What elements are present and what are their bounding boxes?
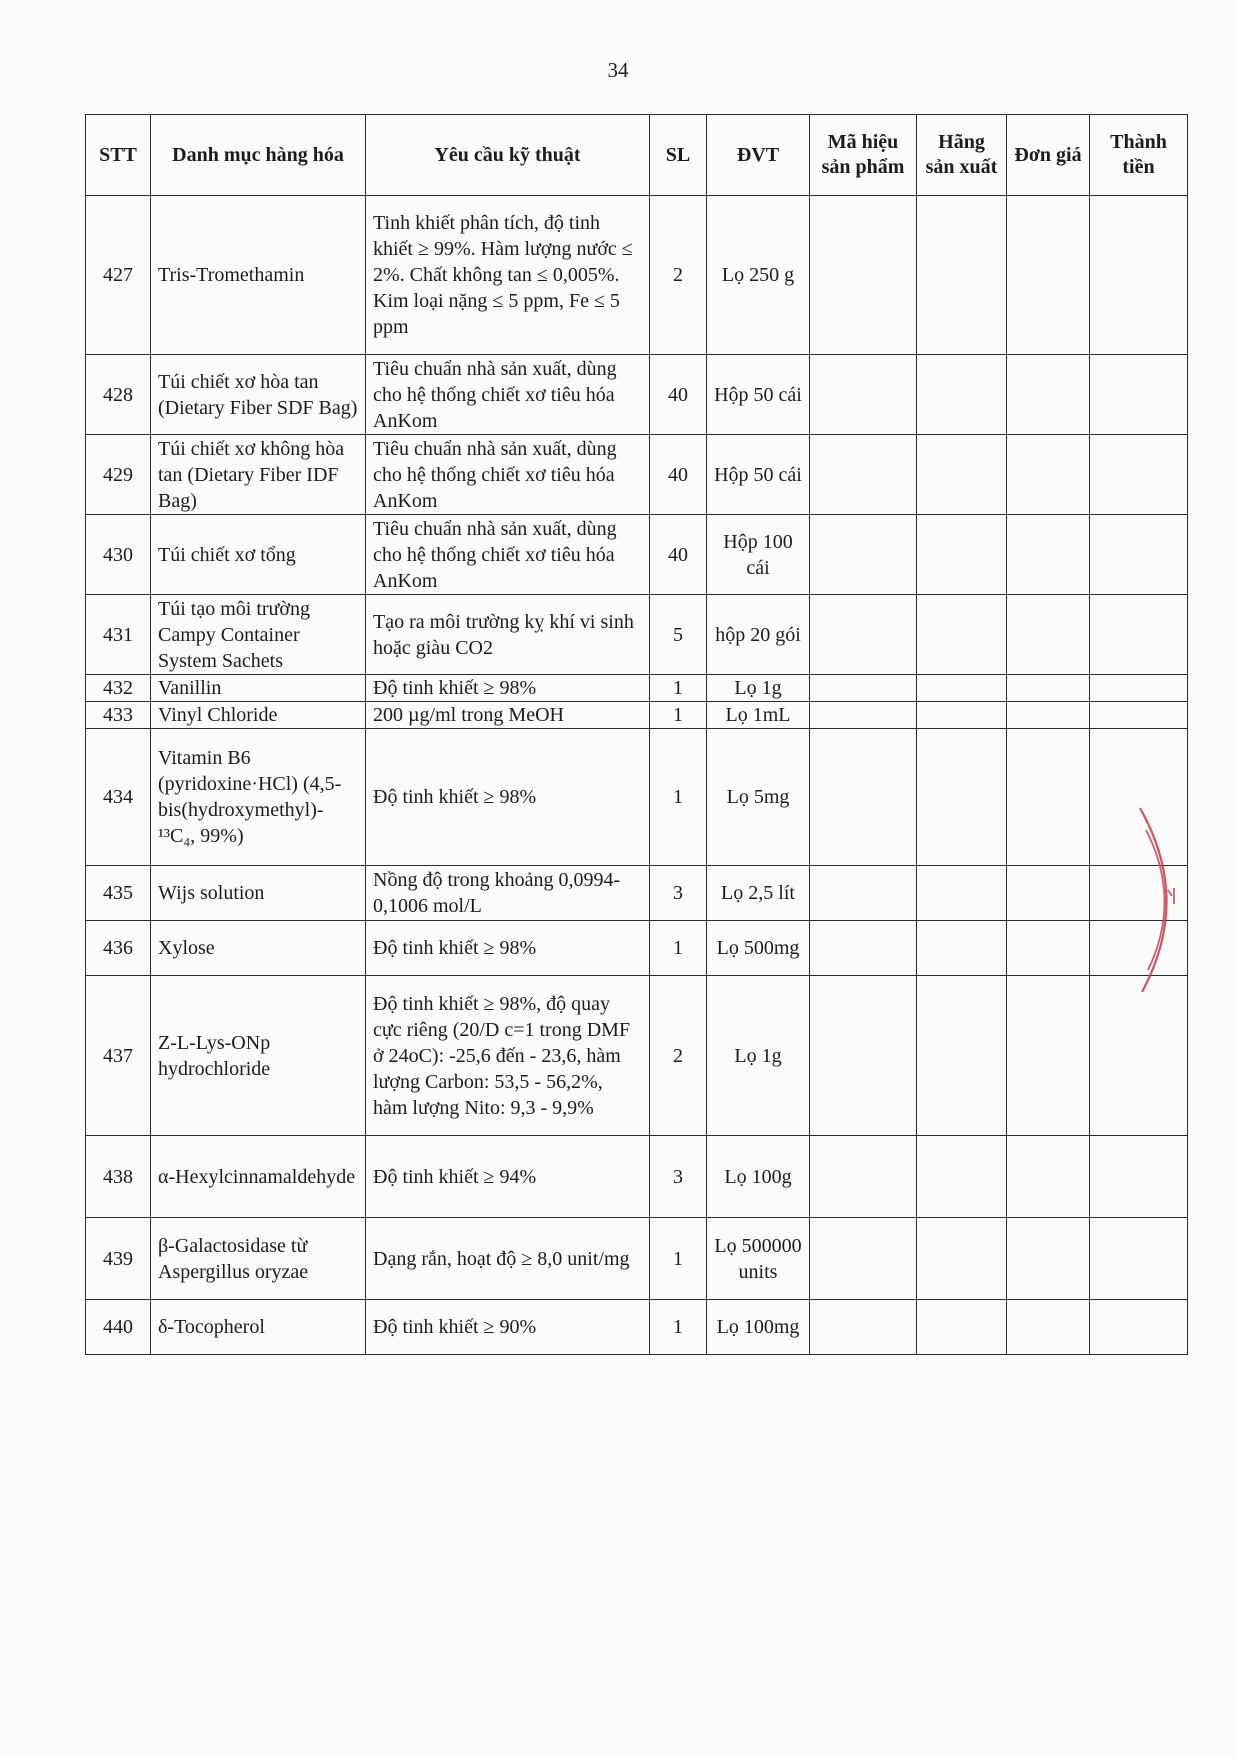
row-unit-price bbox=[1007, 196, 1090, 355]
row-name: Wijs solution bbox=[151, 866, 366, 921]
row-total bbox=[1090, 1136, 1188, 1218]
table-row bbox=[86, 729, 1188, 866]
header-stt: STT bbox=[86, 115, 151, 196]
row-unit-price bbox=[1007, 675, 1090, 702]
row-requirements: Độ tinh khiết ≥ 98%, độ quay cực riêng (20/D c=1 trong DMF ở 24oC): -25,6 đến - 23,6, hàm lượng Carbon: 53,5 - 56,2%, hàm lượng Nito: 9,3 - 9,9% bbox=[366, 976, 650, 1136]
row-product-code bbox=[810, 866, 917, 921]
row-name: Vitamin B6 (pyridoxine·HCl) (4,5-bis(hydroxymethyl)-¹³C₄, 99%) bbox=[151, 729, 366, 866]
row-manufacturer bbox=[917, 866, 1007, 921]
items-table bbox=[85, 114, 1188, 1355]
row-requirements: Độ tinh khiết ≥ 98% bbox=[366, 675, 650, 702]
row-requirements: Tinh khiết phân tích, độ tinh khiết ≥ 99%. Hàm lượng nước ≤ 2%. Chất không tan ≤ 0,005%. Kim loại nặng ≤ 5 ppm, Fe ≤ 5 ppm bbox=[366, 196, 650, 355]
row-manufacturer bbox=[917, 702, 1007, 729]
row-total bbox=[1090, 675, 1188, 702]
row-quantity: 40 bbox=[650, 435, 707, 515]
header-total: Thành tiền bbox=[1090, 115, 1188, 196]
table-row bbox=[86, 1218, 1188, 1300]
row-unit: Hộp 50 cái bbox=[707, 355, 810, 435]
row-total bbox=[1090, 355, 1188, 435]
seal-outer-arc bbox=[1140, 808, 1167, 992]
row-unit-price bbox=[1007, 976, 1090, 1136]
row-name: α-Hexylcinnamaldehyde bbox=[151, 1136, 366, 1218]
row-stt: 433 bbox=[86, 702, 151, 729]
row-stt: 430 bbox=[86, 515, 151, 595]
row-quantity: 2 bbox=[650, 196, 707, 355]
row-manufacturer bbox=[917, 515, 1007, 595]
page-number: 34 bbox=[607, 58, 629, 82]
row-quantity: 3 bbox=[650, 866, 707, 921]
row-unit-price bbox=[1007, 702, 1090, 729]
row-total bbox=[1090, 196, 1188, 355]
row-manufacturer bbox=[917, 1136, 1007, 1218]
row-name: Túi chiết xơ hòa tan (Dietary Fiber SDF Bag) bbox=[151, 355, 366, 435]
row-product-code bbox=[810, 1218, 917, 1300]
table-row bbox=[86, 675, 1188, 702]
seal-mark bbox=[1168, 888, 1174, 904]
row-quantity: 40 bbox=[650, 355, 707, 435]
row-name: Túi tạo môi trường Campy Container System Sachets bbox=[151, 595, 366, 675]
row-total bbox=[1090, 702, 1188, 729]
row-manufacturer bbox=[917, 1300, 1007, 1355]
table-row bbox=[86, 1300, 1188, 1355]
row-unit-price bbox=[1007, 355, 1090, 435]
header-quantity: SL bbox=[650, 115, 707, 196]
row-requirements: Tiêu chuẩn nhà sản xuất, dùng cho hệ thống chiết xơ tiêu hóa AnKom bbox=[366, 435, 650, 515]
row-unit-price bbox=[1007, 921, 1090, 976]
row-requirements: Độ tinh khiết ≥ 90% bbox=[366, 1300, 650, 1355]
row-manufacturer bbox=[917, 675, 1007, 702]
table-row bbox=[86, 1136, 1188, 1218]
row-stt: 431 bbox=[86, 595, 151, 675]
row-requirements: Độ tinh khiết ≥ 98% bbox=[366, 729, 650, 866]
row-product-code bbox=[810, 675, 917, 702]
row-stt: 439 bbox=[86, 1218, 151, 1300]
row-total bbox=[1090, 435, 1188, 515]
row-name: Vanillin bbox=[151, 675, 366, 702]
row-product-code bbox=[810, 1300, 917, 1355]
row-manufacturer bbox=[917, 595, 1007, 675]
row-product-code bbox=[810, 921, 917, 976]
header-product-code: Mã hiệu sản phẩm bbox=[810, 115, 917, 196]
row-unit-price bbox=[1007, 1300, 1090, 1355]
header-manufacturer: Hãng sản xuất bbox=[917, 115, 1007, 196]
row-unit-price bbox=[1007, 435, 1090, 515]
header-unit: ĐVT bbox=[707, 115, 810, 196]
red-seal-stamp bbox=[1138, 800, 1190, 1000]
row-quantity: 1 bbox=[650, 921, 707, 976]
row-unit-price bbox=[1007, 1136, 1090, 1218]
row-stt: 438 bbox=[86, 1136, 151, 1218]
row-quantity: 1 bbox=[650, 675, 707, 702]
row-manufacturer bbox=[917, 1218, 1007, 1300]
header-unit-price: Đơn giá bbox=[1007, 115, 1090, 196]
table-row bbox=[86, 702, 1188, 729]
row-quantity: 3 bbox=[650, 1136, 707, 1218]
row-quantity: 5 bbox=[650, 595, 707, 675]
row-stt: 434 bbox=[86, 729, 151, 866]
row-stt: 440 bbox=[86, 1300, 151, 1355]
row-unit-price bbox=[1007, 866, 1090, 921]
row-manufacturer bbox=[917, 196, 1007, 355]
row-unit: Lọ 1mL bbox=[707, 702, 810, 729]
row-unit: Hộp 100 cái bbox=[707, 515, 810, 595]
row-requirements: Tiêu chuẩn nhà sản xuất, dùng cho hệ thống chiết xơ tiêu hóa AnKom bbox=[366, 355, 650, 435]
row-product-code bbox=[810, 196, 917, 355]
row-unit: Lọ 250 g bbox=[707, 196, 810, 355]
row-unit: Lọ 100mg bbox=[707, 1300, 810, 1355]
table-row bbox=[86, 921, 1188, 976]
seal-inner-arc bbox=[1146, 830, 1165, 970]
row-requirements: 200 µg/ml trong MeOH bbox=[366, 702, 650, 729]
table-row bbox=[86, 515, 1188, 595]
row-unit: Lọ 2,5 lít bbox=[707, 866, 810, 921]
row-total bbox=[1090, 1218, 1188, 1300]
row-unit-price bbox=[1007, 1218, 1090, 1300]
row-name: δ-Tocopherol bbox=[151, 1300, 366, 1355]
row-requirements: Độ tinh khiết ≥ 98% bbox=[366, 921, 650, 976]
row-total bbox=[1090, 515, 1188, 595]
row-quantity: 40 bbox=[650, 515, 707, 595]
row-stt: 428 bbox=[86, 355, 151, 435]
row-product-code bbox=[810, 595, 917, 675]
table-row bbox=[86, 435, 1188, 515]
row-manufacturer bbox=[917, 729, 1007, 866]
row-quantity: 1 bbox=[650, 1300, 707, 1355]
row-quantity: 1 bbox=[650, 1218, 707, 1300]
row-name: Vinyl Chloride bbox=[151, 702, 366, 729]
table-row bbox=[86, 595, 1188, 675]
row-requirements: Tiêu chuẩn nhà sản xuất, dùng cho hệ thống chiết xơ tiêu hóa AnKom bbox=[366, 515, 650, 595]
row-unit: Lọ 1g bbox=[707, 675, 810, 702]
row-product-code bbox=[810, 702, 917, 729]
row-requirements: Dạng rắn, hoạt độ ≥ 8,0 unit/mg bbox=[366, 1218, 650, 1300]
row-name: Xylose bbox=[151, 921, 366, 976]
table-row bbox=[86, 866, 1188, 921]
row-manufacturer bbox=[917, 921, 1007, 976]
row-product-code bbox=[810, 355, 917, 435]
row-stt: 435 bbox=[86, 866, 151, 921]
row-unit: Lọ 500000 units bbox=[707, 1218, 810, 1300]
row-stt: 437 bbox=[86, 976, 151, 1136]
row-manufacturer bbox=[917, 976, 1007, 1136]
row-product-code bbox=[810, 515, 917, 595]
row-unit: Lọ 5mg bbox=[707, 729, 810, 866]
row-stt: 429 bbox=[86, 435, 151, 515]
row-unit: Lọ 500mg bbox=[707, 921, 810, 976]
row-stt: 436 bbox=[86, 921, 151, 976]
row-name: Túi chiết xơ không hòa tan (Dietary Fiber IDF Bag) bbox=[151, 435, 366, 515]
row-name: β-Galactosidase từ Aspergillus oryzae bbox=[151, 1218, 366, 1300]
row-requirements: Độ tinh khiết ≥ 94% bbox=[366, 1136, 650, 1218]
header-name: Danh mục hàng hóa bbox=[151, 115, 366, 196]
row-manufacturer bbox=[917, 355, 1007, 435]
table-row bbox=[86, 976, 1188, 1136]
row-quantity: 1 bbox=[650, 729, 707, 866]
row-unit: hộp 20 gói bbox=[707, 595, 810, 675]
table-row bbox=[86, 196, 1188, 355]
row-name: Z-L-Lys-ONp hydrochloride bbox=[151, 976, 366, 1136]
row-stt: 427 bbox=[86, 196, 151, 355]
row-unit: Lọ 100g bbox=[707, 1136, 810, 1218]
row-manufacturer bbox=[917, 435, 1007, 515]
row-requirements: Nồng độ trong khoảng 0,0994-0,1006 mol/L bbox=[366, 866, 650, 921]
row-unit-price bbox=[1007, 515, 1090, 595]
row-stt: 432 bbox=[86, 675, 151, 702]
row-product-code bbox=[810, 435, 917, 515]
row-unit-price bbox=[1007, 729, 1090, 866]
row-total bbox=[1090, 595, 1188, 675]
header-requirements: Yêu cầu kỹ thuật bbox=[366, 115, 650, 196]
row-unit-price bbox=[1007, 595, 1090, 675]
header-row bbox=[86, 115, 1188, 196]
row-product-code bbox=[810, 729, 917, 866]
row-name: Tris-Tromethamin bbox=[151, 196, 366, 355]
row-name: Túi chiết xơ tổng bbox=[151, 515, 366, 595]
row-quantity: 2 bbox=[650, 976, 707, 1136]
row-product-code bbox=[810, 976, 917, 1136]
row-total bbox=[1090, 1300, 1188, 1355]
table-row bbox=[86, 355, 1188, 435]
row-unit: Lọ 1g bbox=[707, 976, 810, 1136]
row-unit: Hộp 50 cái bbox=[707, 435, 810, 515]
row-quantity: 1 bbox=[650, 702, 707, 729]
row-requirements: Tạo ra môi trường kỵ khí vi sinh hoặc giàu CO2 bbox=[366, 595, 650, 675]
row-product-code bbox=[810, 1136, 917, 1218]
